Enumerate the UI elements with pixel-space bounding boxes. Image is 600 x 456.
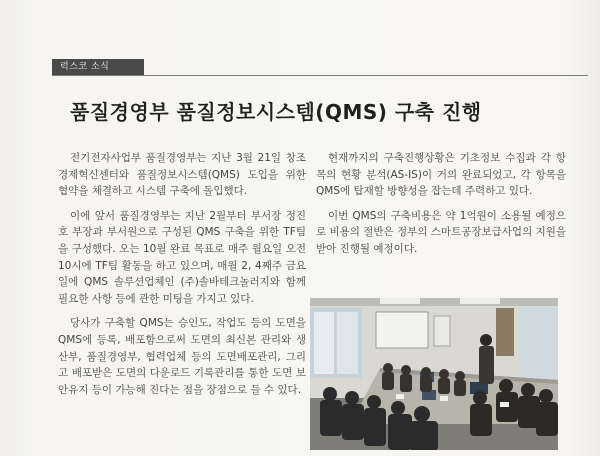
paragraph: 이번 QMS의 구축비용은 약 1억원이 소용될 예정으로 비용의 절반은 정부의 스마트공장보급사업의 지원을 받아 진행될 예정이다. (316, 209, 566, 255)
article-column-left (58, 150, 306, 406)
meeting-photo (310, 298, 558, 450)
section-tab: 럭스코 소식 (52, 59, 144, 75)
paragraph: 당사가 구축할 QMS는 승인도, 작업도 등의 도면을 QMS에 등록, 배포함으로써 도면의 최신본 관리와 생산부, 품질경영부, 협력업체 등의 도면배포관리, 그리고 배포받은 도면의 다운로드 기록관리를 통한 도면 보안유지 등이 가능해 진다는 점을 장점으로 들 수 있다. (58, 317, 306, 396)
article-title: 품질경영부 품질정보시스템(QMS) 구축 진행 (70, 100, 482, 124)
paragraph: 이에 앞서 품질경영부는 지난 2월부터 부서장 정진호 부장과 부서원으로 구성된 QMS 구축을 위한 TF팀을 구성했다. 오는 10월 완료 목표로 매주 월요일 오전 10시에 TF팀 활동을 하고 있으며, 매월 2, 4째주 금요일에 QMS 솔루션업체인 (주)솔바테크놀러지와 함께 필요한 사항 등에 관한 미팅을 가지고 있다. (58, 209, 306, 305)
meeting-photo-illustration (310, 298, 558, 450)
paragraph: 전기전자사업부 품질경영부는 지난 3월 21일 창조경제혁신센터와 품질정보시스템(QMS) 도입을 위한 협약을 체결하고 시스템 구축에 돌입했다. (58, 152, 306, 198)
article-column-right (316, 150, 566, 266)
paragraph: 현재까지의 구축진행상황은 기초정보 수집과 각 항목의 현황 분석(AS-IS)이 거의 완료되었고, 각 항목을 QMS에 탑재할 방향성을 잡는데 주력하고 있다. (316, 152, 566, 198)
section-divider (52, 75, 588, 76)
